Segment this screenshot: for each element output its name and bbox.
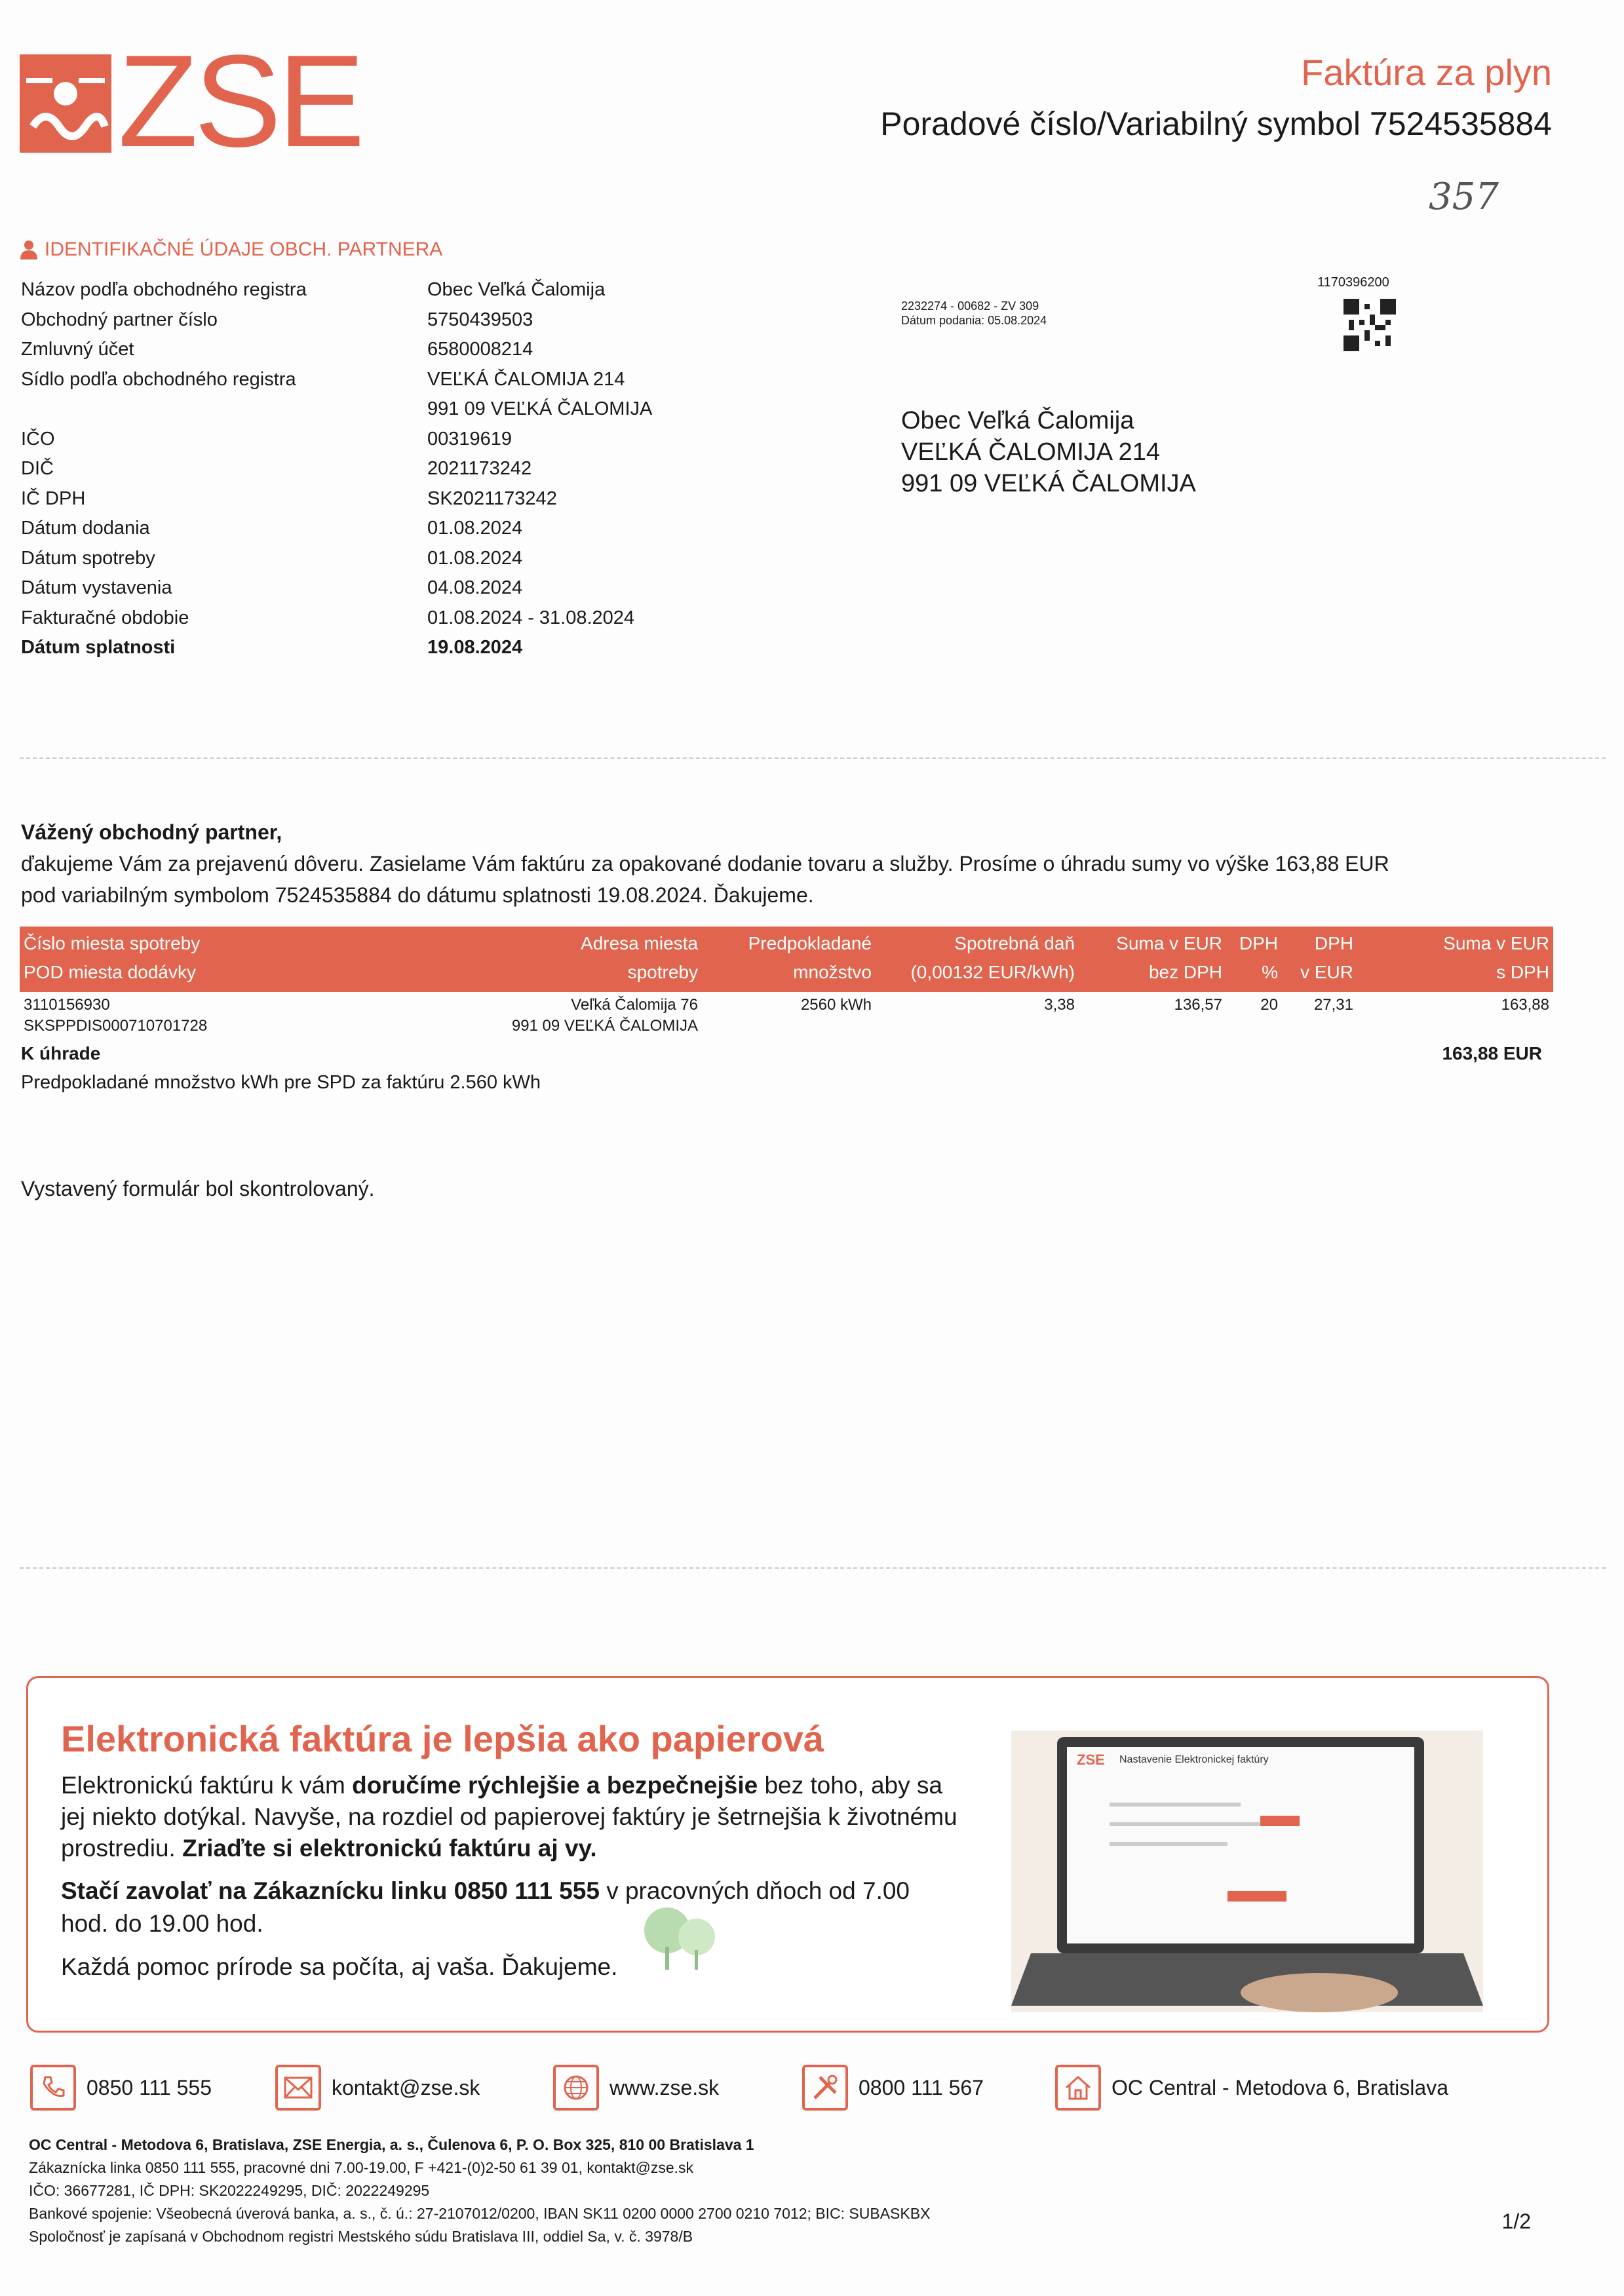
partner-section-label: IDENTIFIKAČNÉ ÚDAJE OBCH. PARTNERA [45, 239, 443, 260]
contact-phone [30, 2061, 212, 2114]
tools-icon [802, 2065, 848, 2111]
cell-net: 136,57 [1174, 996, 1222, 1014]
promo-text: Elektronickú faktúru k vám doručíme rýchlejšie a bezpečnejšie bez toho, aby sa jej niekto dotýkal. Navyše, na rozdiel od papierovej faktúry je šetrnejšia k životnému prostrediu. Zriaďte si elektronickú faktúru aj vy. [61, 1772, 957, 1862]
info-value: 6580008214 [427, 339, 533, 360]
info-label: Sídlo podľa obchodného registra [21, 368, 296, 390]
footer-line: OC Central - Metodova 6, Bratislava, ZSE Energia, a. s., Čulenova 6, P. O. Box 325, 810 00 Bratislava 1 [29, 2136, 754, 2153]
contact-text: 0800 111 567 [859, 2075, 984, 2099]
phone-icon [30, 2065, 76, 2111]
promo-title: Elektronická faktúra je lepšia ako papierová [61, 1718, 824, 1759]
info-value: VEĽKÁ ČALOMIJA 214 [427, 368, 625, 390]
total-label: K úhrade [21, 1043, 101, 1063]
table-header [20, 927, 1553, 992]
contact-text: www.zse.sk [609, 2075, 720, 2099]
address-line: Obec Veľká Čalomija [901, 407, 1134, 434]
footer-line: Bankové spojenie: Všeobecná úverová banka, a. s., č. ú.: 27-2107012/0200, IBAN SK11 0200 0000 2700 0210 7012; BIC: SUBASKBX [29, 2205, 931, 2222]
info-value: 01.08.2024 - 31.08.2024 [427, 607, 635, 628]
greeting: Vážený obchodný partner, [21, 820, 282, 844]
variable-symbol: Poradové číslo/Variabilný symbol 7524535884 [880, 105, 1552, 142]
info-label: Fakturačné obdobie [21, 607, 189, 628]
info-row [21, 484, 652, 514]
postal-code-block [901, 299, 1047, 328]
logo-text: ZSE [118, 28, 361, 174]
qr-code-icon [1344, 298, 1396, 352]
checked-note: Vystavený formulár bol skontrolovaný. [21, 1177, 375, 1200]
info-row [21, 544, 652, 574]
info-value: 01.08.2024 [427, 547, 523, 569]
contact-text: 0850 111 555 [87, 2075, 212, 2099]
info-value: 00319619 [427, 428, 512, 450]
info-label: Názov podľa obchodného registra [21, 279, 307, 300]
postal-date-line: Dátum podania: 05.08.2024 [901, 314, 1047, 327]
letter-body [21, 816, 1389, 911]
contact-office [1055, 2061, 1448, 2114]
info-label: IČ DPH [21, 488, 86, 509]
e-invoice-promo [26, 1676, 1549, 2033]
letter-line: ďakujeme Vám za prejavenú dôveru. Zasielame Vám faktúru za opakované dodanie tovaru a služby. Prosíme o úhradu sumy vo výške 163,88 EUR [21, 852, 1389, 875]
info-value: 19.08.2024 [427, 637, 523, 658]
partner-section-title [20, 239, 442, 261]
footer-line: Zákaznícka linka 0850 111 555, pracovné dni 7.00-19.00, F +421-(0)2-50 61 39 01, kontakt@zse.sk [29, 2159, 694, 2176]
info-row-due-date [21, 633, 652, 663]
address-line: VEĽKÁ ČALOMIJA 214 [901, 438, 1160, 466]
screen-logo: ZSE [1077, 1751, 1105, 1768]
info-label: DIČ [21, 458, 54, 479]
cell-vat: 27,31 [1313, 996, 1353, 1014]
info-label [21, 394, 427, 425]
info-label: IČO [21, 428, 55, 450]
footer [29, 2133, 930, 2248]
table-row [20, 992, 1553, 1038]
col-header-vat-pct: DPH % [1239, 933, 1278, 982]
col-header-gross: Suma v EUR s DPH [1443, 933, 1549, 982]
footer-line: IČO: 36677281, IČ DPH: SK2022249295, DIČ: 2022249295 [29, 2182, 430, 2199]
globe-icon [553, 2065, 599, 2111]
info-value: 5750439503 [427, 309, 533, 330]
contact-text: kontakt@zse.sk [332, 2075, 480, 2099]
col-header-point: Číslo miesta spotreby POD miesta dodávky [24, 933, 201, 982]
letter-line: pod variabilným symbolom 7524535884 do dátumu splatnosti 19.08.2024. Ďakujeme. [21, 883, 814, 907]
info-value: 04.08.2024 [427, 577, 523, 598]
info-value: 2021173242 [427, 458, 532, 479]
info-label: Dátum dodania [21, 518, 150, 539]
info-row [21, 425, 652, 455]
cell-point-id: 3110156930 [24, 996, 110, 1014]
recipient-address [901, 405, 1196, 499]
promo-call: Stačí zavolať na Zákaznícku linku 0850 111 555 v pracovných dňoch od 7.00 hod. do 19.00 hod. [61, 1877, 910, 1937]
info-value: SK2021173242 [427, 488, 557, 509]
col-header-excise: Spotrebná daň (0,00132 EUR/kWh) [910, 933, 1075, 982]
invoice-title: Faktúra za plyn [1301, 52, 1552, 93]
contact-text: OC Central - Metodova 6, Bratislava [1112, 2075, 1448, 2099]
cell-address-1: Veľká Čalomija 76 [571, 996, 698, 1014]
cell-gross: 163,88 [1501, 996, 1549, 1014]
info-value: 01.08.2024 [427, 518, 523, 539]
info-label: Dátum splatnosti [21, 637, 176, 658]
qr-id: 1170396200 [1317, 275, 1389, 290]
info-label: Dátum vystavenia [21, 577, 172, 598]
address-line: 991 09 VEĽKÁ ČALOMIJA [901, 470, 1196, 497]
info-row [21, 335, 652, 365]
postal-code-line: 2232274 - 00682 - ZV 309 [901, 299, 1039, 313]
info-row [21, 454, 652, 484]
info-value: 991 09 VEĽKÁ ČALOMIJA [427, 398, 653, 419]
cell-excise: 3,38 [1044, 996, 1075, 1014]
info-label: Dátum spotreby [21, 547, 155, 569]
cell-pod: SKSPPDIS000710701728 [24, 1017, 208, 1035]
info-row [21, 365, 652, 395]
person-icon [20, 240, 38, 259]
laptop-illustration [1011, 1731, 1483, 2012]
total-value: 163,88 EUR [1442, 1043, 1542, 1063]
partner-info [21, 275, 652, 663]
divider [20, 1567, 1606, 1569]
divider [20, 757, 1606, 759]
col-header-vat: DPH v EUR [1300, 933, 1353, 982]
home-icon [1055, 2065, 1101, 2111]
trees-icon [638, 1901, 723, 1973]
info-row [21, 394, 652, 425]
mail-icon [275, 2065, 321, 2111]
cell-vat-pct: 20 [1260, 996, 1278, 1014]
col-header-address: Adresa miesta spotreby [581, 933, 698, 982]
laptop-icon [1011, 1731, 1483, 2012]
contact-web [553, 2061, 719, 2114]
promo-thanks: Každá pomoc prírode sa počíta, aj vaša. Ďakujeme. [61, 1953, 618, 1980]
info-label: Obchodný partner číslo [21, 309, 218, 330]
contact-mail [275, 2061, 480, 2114]
info-row [21, 573, 652, 603]
footer-line: Spoločnosť je zapísaná v Obchodnom registri Mestského súdu Bratislava III, oddiel Sa, v. č. 3978/B [29, 2228, 693, 2245]
quantity-note: Predpokladané množstvo kWh pre SPD za faktúru 2.560 kWh [21, 1072, 541, 1093]
screen-title: Nastavenie Elektronickej faktúry [1119, 1754, 1269, 1765]
info-row [21, 603, 652, 634]
page-number: 1/2 [1501, 2210, 1531, 2233]
zse-logo [20, 28, 361, 174]
logo-mark-icon [20, 54, 111, 153]
info-value: Obec Veľká Čalomija [427, 279, 606, 300]
col-header-quantity: Predpokladané množstvo [748, 933, 872, 982]
cell-address-2: 991 09 VEĽKÁ ČALOMIJA [511, 1017, 698, 1035]
info-row [21, 275, 652, 305]
info-row [21, 514, 652, 544]
col-header-net: Suma v EUR bez DPH [1116, 933, 1222, 982]
info-row [21, 305, 652, 335]
info-label: Zmluvný účet [21, 339, 134, 360]
contact-faults [802, 2061, 984, 2114]
cell-quantity: 2560 kWh [800, 996, 872, 1014]
handwritten-note: 357 [1429, 176, 1499, 218]
